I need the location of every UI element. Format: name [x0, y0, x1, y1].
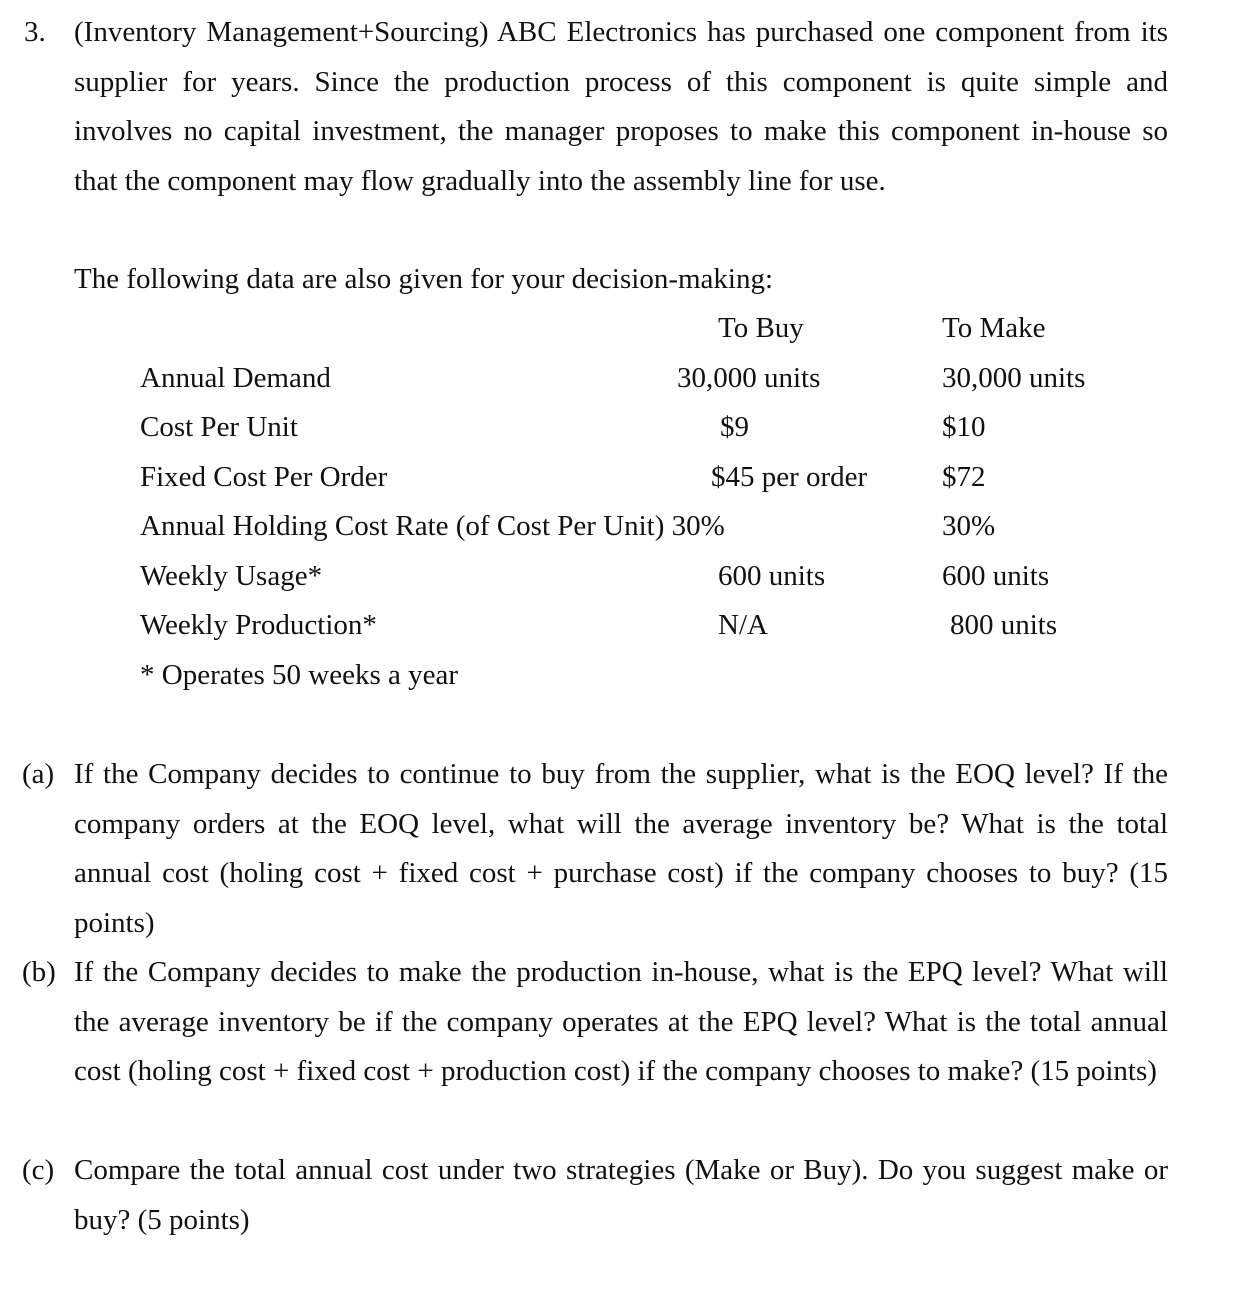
row-make-cost-per-unit: $10 [942, 411, 986, 443]
part-b-text: If the Company decides to make the production in-house, what is the EPQ level? What will the average inventory be if the company operates at the EPQ level? What is the total annual cost (holing cost + fixed cost + production cost) if the company chooses to make? (15 points) [74, 956, 1168, 1087]
row-make-annual-demand: 30,000 units [942, 362, 1086, 394]
row-buy-weekly-usage: 600 units [718, 560, 826, 592]
row-label-weekly-usage: Weekly Usage* [140, 560, 323, 592]
part-b-label: (b) [22, 956, 56, 988]
row-label-weekly-production: Weekly Production* [140, 609, 377, 641]
row-label-fixed-cost: Fixed Cost Per Order [140, 461, 388, 493]
table-footnote: * Operates 50 weeks a year [140, 659, 459, 691]
row-label-annual-demand: Annual Demand [140, 362, 331, 394]
row-buy-annual-demand: 30,000 units [677, 362, 821, 394]
row-make-holding-cost: 30% [942, 510, 996, 542]
given-data-line: The following data are also given for your decision-making: [74, 263, 774, 295]
row-buy-cost-per-unit: $9 [720, 411, 749, 443]
header-to-make: To Make [942, 312, 1046, 344]
row-buy-fixed-cost: $45 per order [711, 461, 868, 493]
row-label-cost-per-unit: Cost Per Unit [140, 411, 298, 443]
part-a-text: If the Company decides to continue to buy from the supplier, what is the EOQ level? If the company orders at the EOQ level, what will the average inventory be? What is the total annual cost (holing cost + fixed cost + purchase cost) if the company chooses to buy? (15 points) [74, 758, 1168, 939]
row-buy-weekly-production: N/A [718, 609, 768, 641]
row-make-weekly-production: 800 units [950, 609, 1058, 641]
row-label-holding-cost: Annual Holding Cost Rate (of Cost Per Unit) 30% [140, 510, 725, 542]
question-number: 3. [24, 16, 46, 48]
row-make-weekly-usage: 600 units [942, 560, 1050, 592]
part-c-text: Compare the total annual cost under two strategies (Make or Buy). Do you suggest make or buy? (5 points) [74, 1154, 1168, 1236]
part-a-label: (a) [22, 758, 55, 790]
question-intro: (Inventory Management+Sourcing) ABC Electronics has purchased one component from its supplier for years. Since the production process of this component is quite simple and involves no capital investment, the manager proposes to make this component in-house so that the component may flow gradually into the assembly line for use. [74, 16, 1168, 197]
part-c-label: (c) [22, 1154, 55, 1186]
header-to-buy: To Buy [718, 312, 804, 344]
row-make-fixed-cost: $72 [942, 461, 986, 493]
